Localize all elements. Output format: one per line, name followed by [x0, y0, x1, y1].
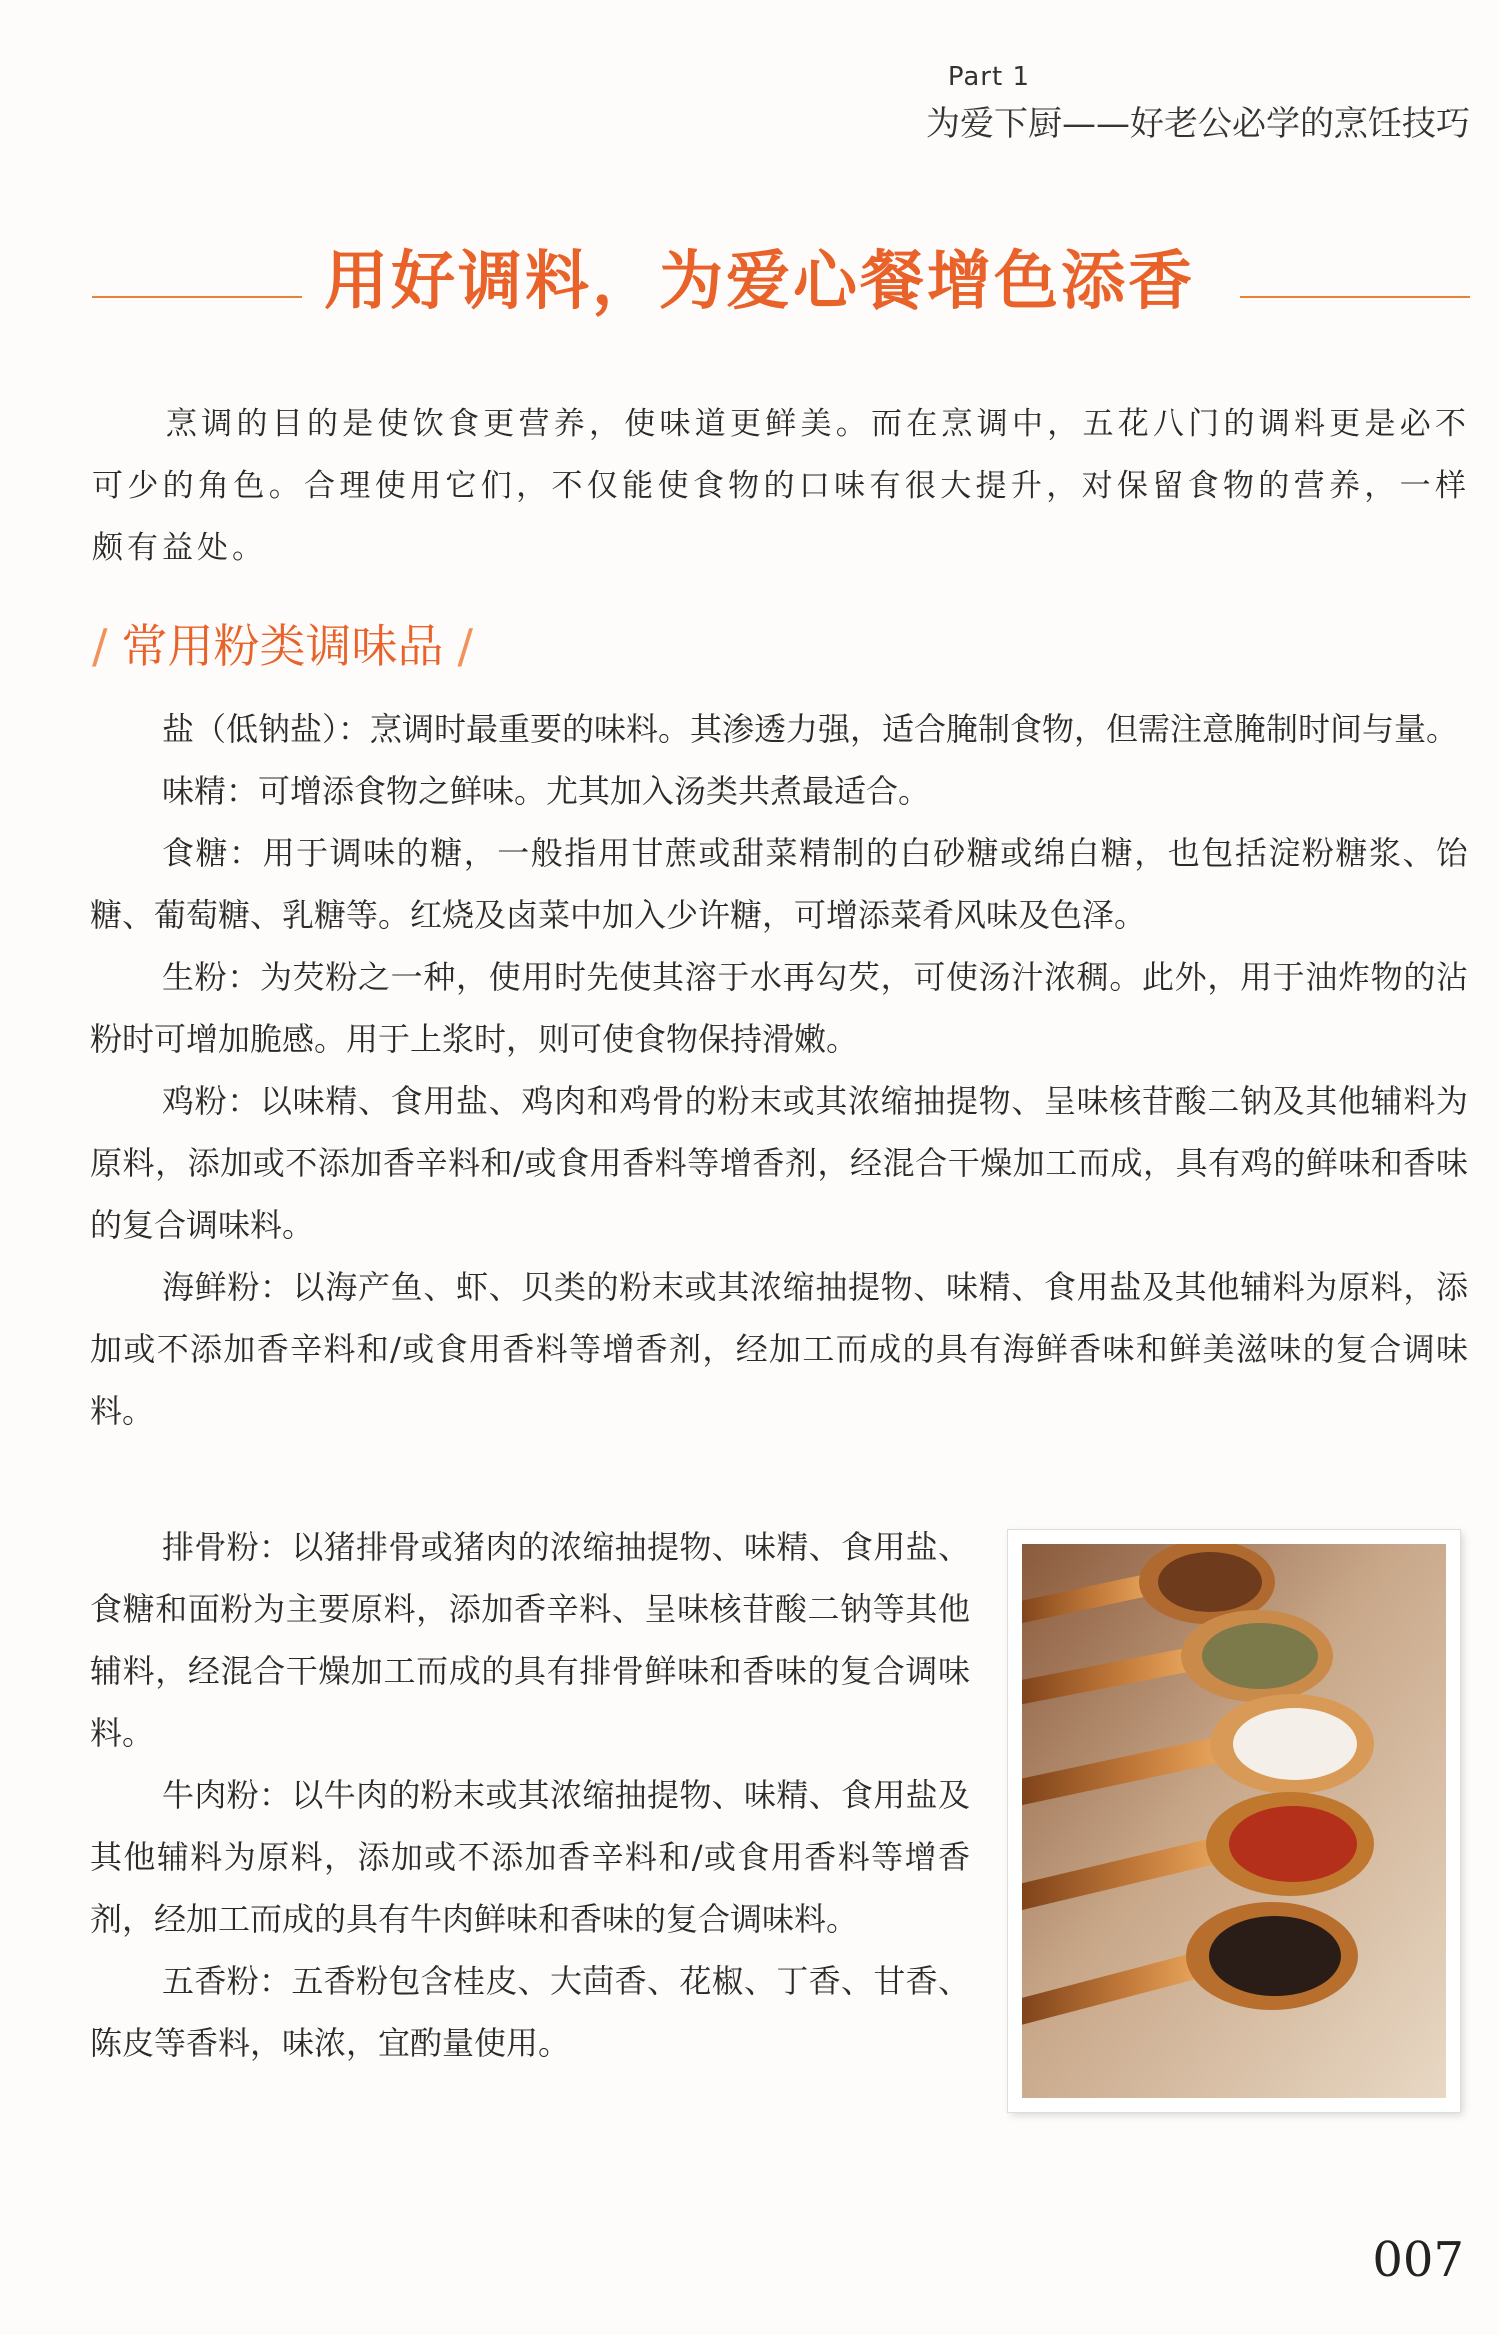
seasoning-list — [90, 698, 1468, 1442]
heading-slash-right: / — [457, 619, 473, 673]
entry-sugar: 食糖：用于调味的糖，一般指用甘蔗或甜菜精制的白砂糖或绵白糖，也包括淀粉糖浆、饴糖、葡萄糖、乳糖等。红烧及卤菜中加入少许糖，可增添菜肴风味及色泽。 — [90, 834, 1468, 934]
entry-pork-rib-powder: 排骨粉：以猪排骨或猪肉的浓缩抽提物、味精、食用盐、食糖和面粉为主要原料，添加香辛料、呈味核苷酸二钠等其他辅料，经混合干燥加工而成的具有排骨鲜味和香味的复合调味料。 — [90, 1528, 970, 1752]
title-rule-right — [1240, 296, 1470, 298]
page-number: 007 — [1372, 2232, 1464, 2288]
entry-msg: 味精：可增添食物之鲜味。尤其加入汤类共煮最适合。 — [162, 772, 931, 810]
part-label: Part 1 — [947, 62, 1030, 92]
intro-paragraph: 烹调的目的是使饮食更营养，使味道更鲜美。而在烹调中，五花八门的调料更是必不可少的角色。合理使用它们，不仅能使食物的口味有很大提升，对保留食物的营养，一样颇有益处。 — [92, 406, 1470, 566]
chapter-subtitle: 为爱下厨——好老公必学的烹饪技巧 — [926, 104, 1470, 144]
entry-seafood-powder: 海鲜粉：以海产鱼、虾、贝类的粉末或其浓缩抽提物、味精、食用盐及其他辅料为原料，添加或不添加香辛料和/或食用香料等增香剂，经加工而成的具有海鲜香味和鲜美滋味的复合调味料。 — [90, 1268, 1468, 1430]
entry-starch: 生粉：为芡粉之一种，使用时先使其溶于水再勾芡，可使汤汁浓稠。此外，用于油炸物的沾粉时可增加脆感。用于上浆时，则可使食物保持滑嫩。 — [90, 958, 1468, 1058]
seasoning-list-continued — [90, 1516, 970, 2074]
section-heading — [92, 610, 473, 676]
title-row — [92, 230, 1470, 319]
section-heading-text: 常用粉类调味品 — [121, 619, 444, 673]
entry-chicken-powder: 鸡粉：以味精、食用盐、鸡肉和鸡骨的粉末或其浓缩抽提物、呈味核苷酸二钠及其他辅料为原料，添加或不添加香辛料和/或食用香料等增香剂，经混合干燥加工而成，具有鸡的鲜味和香味的复合调味料。 — [90, 1082, 1468, 1244]
spoons-illustration — [1022, 1544, 1446, 2098]
page-title: 用好调料，为爱心餐增色添香 — [324, 244, 1195, 319]
running-header — [926, 62, 1470, 145]
spoons-photo — [1008, 1530, 1460, 2112]
entry-beef-powder: 牛肉粉：以牛肉的粉末或其浓缩抽提物、味精、食用盐及其他辅料为原料，添加或不添加香辛料和/或食用香料等增香剂，经加工而成的具有牛肉鲜味和香味的复合调味料。 — [90, 1776, 970, 1938]
entry-salt: 盐（低钠盐）：烹调时最重要的味料。其渗透力强，适合腌制食物，但需注意腌制时间与量。 — [162, 710, 1459, 748]
entry-five-spice: 五香粉：五香粉包含桂皮、大茴香、花椒、丁香、甘香、陈皮等香料，味浓，宜酌量使用。 — [90, 1962, 970, 2062]
heading-slash-left: / — [92, 619, 108, 673]
title-rule-left — [92, 296, 302, 298]
